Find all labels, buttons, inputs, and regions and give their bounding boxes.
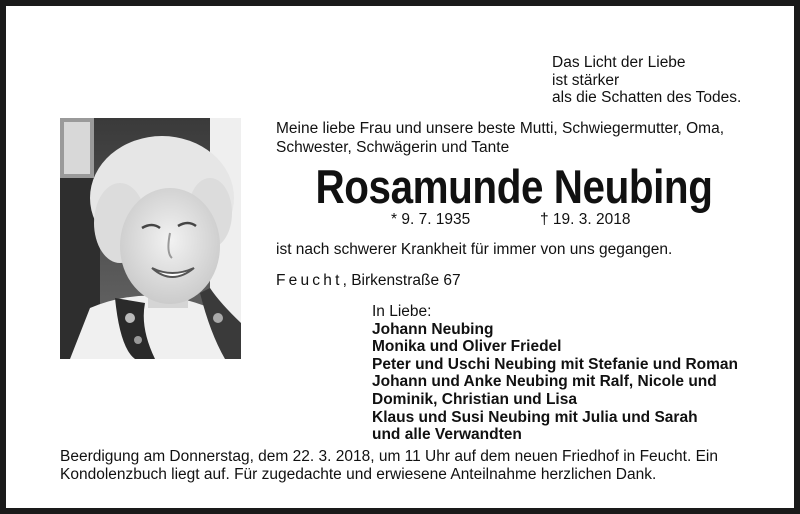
intro-text — [276, 120, 724, 157]
mourner-name: Dominik, Christian und Lisa — [372, 390, 577, 408]
portrait-image — [60, 118, 241, 359]
mourner-name: Monika und Oliver Friedel — [372, 338, 562, 356]
passing-statement: ist nach schwerer Krankheit für immer von uns gegangen. — [276, 241, 673, 258]
funeral-notice — [60, 448, 760, 484]
motto-line: Das Licht der Liebe — [552, 54, 686, 71]
intro-line: Schwester, Schwägerin und Tante — [276, 138, 510, 156]
funeral-line: Kondolenzbuch liegt auf. Für zugedachte und erwiesene Anteilnahme herzlichen Dank. — [60, 466, 657, 483]
deceased-name: Rosamunde Neubing — [315, 160, 713, 213]
motto-line: ist stärker — [552, 71, 620, 89]
family-address — [276, 272, 461, 290]
motto-quote — [552, 54, 741, 107]
mourner-name: Klaus und Susi Neubing mit Julia und Sarah — [372, 408, 698, 426]
funeral-line: Beerdigung am Donnerstag, dem 22. 3. 2018, um 11 Uhr auf dem neuen Friedhof in Feucht. Ein — [60, 448, 718, 465]
mourner-name: Johann und Anke Neubing mit Ralf, Nicole und — [372, 373, 717, 391]
death-date: † 19. 3. 2018 — [540, 211, 631, 228]
mourner-name: Johann Neubing — [372, 320, 494, 338]
mourner-name: Peter und Uschi Neubing mit Stefanie und Roman — [372, 355, 739, 373]
motto-line: als die Schatten des Todes. — [552, 89, 742, 106]
address-street: , Birkenstraße 67 — [342, 272, 461, 289]
portrait-photo — [60, 118, 241, 359]
mourners-lead: In Liebe: — [372, 303, 432, 320]
mourner-name: und alle Verwandten — [372, 426, 522, 444]
mourners-list — [372, 303, 738, 444]
intro-line: Meine liebe Frau und unsere beste Mutti, Schwiegermutter, Oma, — [276, 120, 724, 137]
birth-date: * 9. 7. 1935 — [391, 211, 471, 228]
address-town: Feucht — [276, 272, 343, 289]
